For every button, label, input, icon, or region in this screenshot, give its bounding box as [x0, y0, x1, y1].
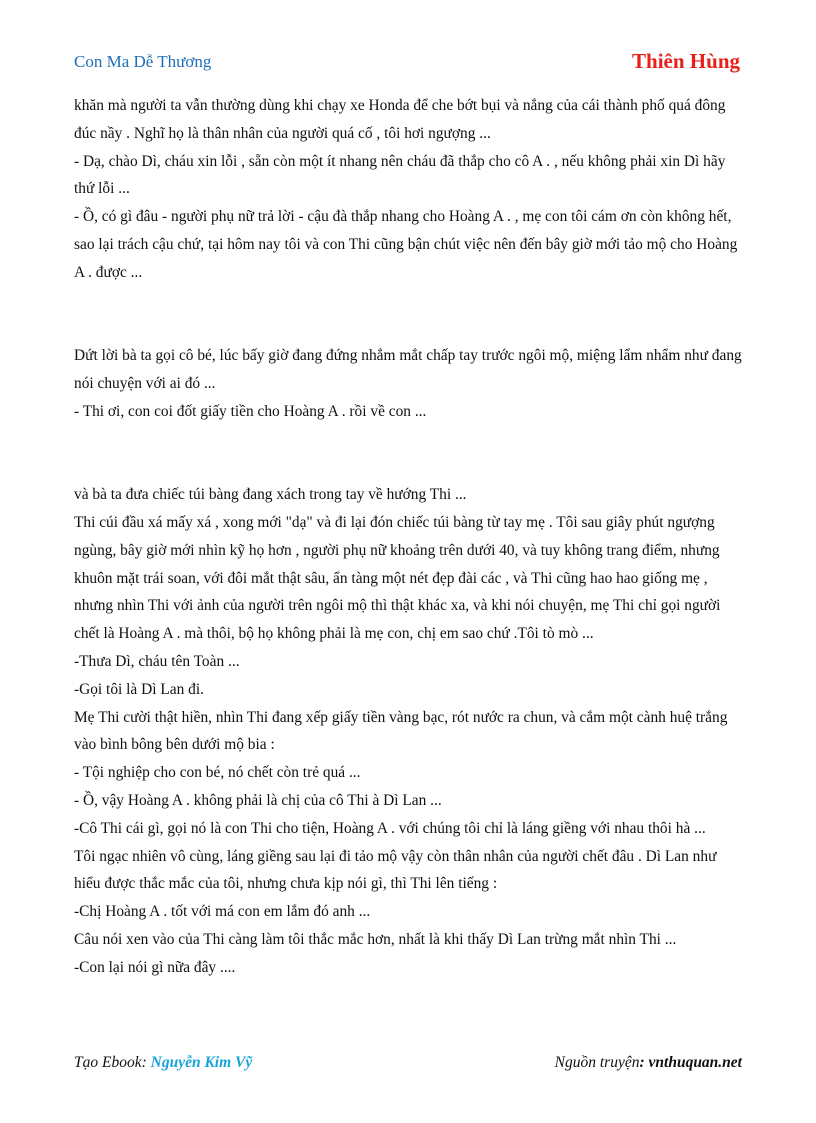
- book-title: Con Ma Dễ Thương: [74, 52, 212, 71]
- paragraph: và bà ta đưa chiếc túi bàng đang xách trong tay về hướng Thi ...: [74, 486, 467, 504]
- paragraph: -Cô Thi cái gì, gọi nó là con Thi cho tiện, Hoàng A . với chúng tôi chỉ là láng giềng với nhau thôi hà ...: [74, 819, 706, 837]
- ebook-creator: Nguyễn Kim Vỹ: [150, 1054, 253, 1071]
- paragraph: - Thi ơi, con coi đốt giấy tiền cho Hoàng A . rồi về con ...: [74, 402, 427, 420]
- paragraph: Mẹ Thi cười thật hiền, nhìn Thi đang xếp giấy tiền vàng bạc, rót nước ra chun, và cắm một cành huệ trắng vào bình bông bên dưới mộ bia :: [74, 708, 728, 754]
- paragraph: -Chị Hoàng A . tốt với má con em lắm đó anh ...: [74, 903, 371, 921]
- paragraph: Dứt lời bà ta gọi cô bé, lúc bấy giờ đang đứng nhắm mắt chấp tay trước ngôi mộ, miệng lẩm nhẩm như đang nói chuyện với ai đó ...: [74, 347, 742, 392]
- paragraph: Câu nói xen vào của Thi càng làm tôi thắc mắc hơn, nhất là khi thấy Dì Lan trừng mắt nhìn Thi ...: [74, 930, 677, 948]
- story-text: [74, 92, 744, 982]
- paragraph: - Tội nghiệp cho con bé, nó chết còn trẻ quá ...: [74, 764, 361, 782]
- paragraph: Thi cúi đầu xá mấy xá , xong mới "dạ" và đi lại đón chiếc túi bàng từ tay mẹ . Tôi sau giây phút ngượng ngùng, bây giờ mới nhìn kỹ họ hơn , người phụ nữ khoảng trên dưới 40, và tuy không trang điểm, nhưng khuôn mặt trái soan, với đôi mắt thật sâu, ẩn tàng một nét đẹp đài các , và Thi cũng hao hao giống mẹ , nhưng nhìn Thi với ảnh của người trên ngôi mộ thì thật khác xa, và khi nói chuyện, mẹ Thi chỉ gọi người chết là Hoàng A . mà thôi, bộ họ không phải là mẹ con, chị em sao chứ .Tôi tò mò ...: [74, 513, 721, 643]
- paragraph: -Gọi tôi là Dì Lan đi.: [74, 680, 204, 698]
- source-separator: :: [639, 1054, 649, 1071]
- ebook-separator: :: [141, 1054, 151, 1071]
- paragraph-gap: [74, 287, 744, 343]
- source-site: vnthuquan.net: [648, 1054, 742, 1071]
- paragraph-gap: [74, 426, 744, 482]
- paragraph: -Thưa Dì, cháu tên Toàn ...: [74, 652, 240, 670]
- paragraph: khăn mà người ta vẫn thường dùng khi chạy xe Honda để che bớt bụi và nắng của cái thành phố quá đông đúc nầy . Nghĩ họ là thân nhân của người quá cố , tôi hơi ngượng ...: [74, 97, 726, 142]
- ebook-credit: [74, 1054, 252, 1072]
- paragraph: - Ồ, có gì đâu - người phụ nữ trả lời - cậu đà thắp nhang cho Hoàng A . , mẹ con tôi cám ơn còn không hết, sao lại trách cậu chứ, tại hôm nay tôi và con Thi cũng bận chút việc nên đến bây giờ mới tảo mộ cho Hoàng A . được ...: [74, 208, 738, 281]
- ebook-label: Tạo Ebook: [74, 1054, 142, 1071]
- author-name: Thiên Hùng: [632, 49, 740, 73]
- paragraph: - Ồ, vậy Hoàng A . không phải là chị của cô Thi à Dì Lan ...: [74, 791, 442, 809]
- paragraph: - Dạ, chào Dì, cháu xin lỗi , sẵn còn một ít nhang nên cháu đã thắp cho cô A . , nếu không phải xin Dì hãy thứ lỗi ...: [74, 152, 726, 198]
- paragraph: -Con lại nói gì nữa đây ....: [74, 958, 236, 976]
- paragraph: Tôi ngạc nhiên vô cùng, láng giềng sau lại đi tảo mộ vậy còn thân nhân của người chết đâu . Dì Lan như hiểu được thắc mắc của tôi, nhưng chưa kịp nói gì, thì Thi lên tiếng :: [74, 847, 717, 893]
- source-label: Nguồn truyện: [554, 1054, 640, 1071]
- source-credit: [555, 1054, 742, 1072]
